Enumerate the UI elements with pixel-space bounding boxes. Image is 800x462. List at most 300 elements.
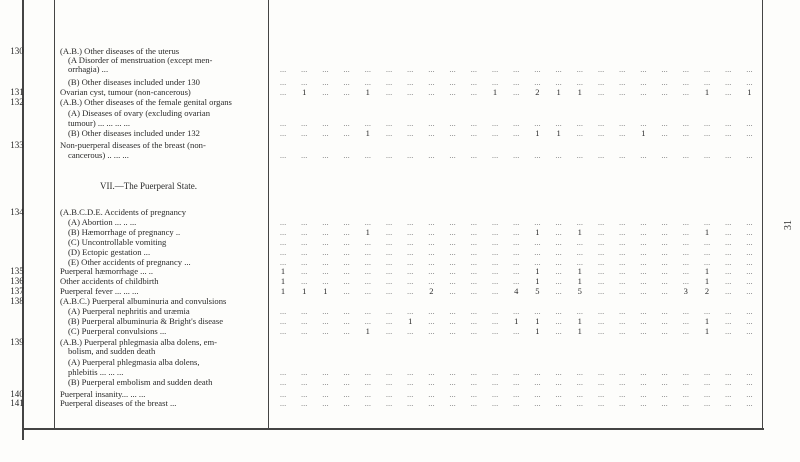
table-cell-empty: ... <box>470 64 477 74</box>
table-cell-empty: ... <box>703 377 711 387</box>
table-cell-empty: ... <box>703 398 711 408</box>
table-cell-value: 5 <box>577 286 582 296</box>
desc-column-divider <box>268 0 269 430</box>
table-cell-empty: ... <box>364 367 371 377</box>
table-cell-value: 1 <box>280 276 286 286</box>
left-border <box>22 0 24 440</box>
table-cell-empty: ... <box>343 286 350 296</box>
table-cell-value: 1 <box>577 227 582 237</box>
table-cell-empty: ... <box>428 237 435 247</box>
right-border <box>762 0 763 430</box>
table-cell-empty: ... <box>301 217 308 227</box>
table-cell-empty: ... <box>301 367 308 377</box>
table-cell-empty: ... <box>682 227 689 237</box>
bottom-border <box>22 428 764 430</box>
table-cell-empty: ... <box>301 227 308 237</box>
table-cell-empty: ... <box>619 77 626 87</box>
table-cell-empty: ... <box>534 64 541 74</box>
row-code: 133 <box>10 140 24 150</box>
table-cell-empty: ... <box>428 150 435 160</box>
row-description: (E) Other accidents of pregnancy ... <box>68 257 191 267</box>
table-cell-empty: ... <box>640 217 647 227</box>
table-cell-empty: ... <box>682 316 689 326</box>
table-cell-empty: ... <box>470 389 477 399</box>
table-cell-empty: ... <box>279 118 287 128</box>
table-cell-empty: ... <box>597 237 605 247</box>
table-cell-empty: ... <box>576 118 583 128</box>
table-cell-empty: ... <box>725 247 732 257</box>
table-cell-empty: ... <box>534 398 541 408</box>
table-cell-empty: ... <box>661 377 668 387</box>
table-cell-empty: ... <box>407 257 414 267</box>
table-cell-empty: ... <box>343 118 350 128</box>
table-cell-empty: ... <box>407 377 414 387</box>
table-cell-empty: ... <box>513 326 520 336</box>
table-cell-empty: ... <box>513 237 520 247</box>
table-cell-empty: ... <box>279 77 287 87</box>
code-column-divider <box>54 0 55 430</box>
table-cell-empty: ... <box>534 257 541 267</box>
table-cell-empty: ... <box>343 377 350 387</box>
table-cell-empty: ... <box>364 150 371 160</box>
table-cell-value: 1 <box>556 87 561 97</box>
table-cell-value: 1 <box>302 87 307 97</box>
table-cell-empty: ... <box>597 87 605 97</box>
table-cell-empty: ... <box>343 326 350 336</box>
table-cell-empty: ... <box>385 217 393 227</box>
table-cell-empty: ... <box>491 237 499 247</box>
table-cell-empty: ... <box>449 150 456 160</box>
table-cell-empty: ... <box>470 398 477 408</box>
table-cell-empty: ... <box>555 389 562 399</box>
table-cell-empty: ... <box>428 367 435 377</box>
table-cell-value: 1 <box>535 276 540 286</box>
table-cell-empty: ... <box>597 257 605 267</box>
table-cell-empty: ... <box>449 306 456 316</box>
table-cell-empty: ... <box>322 367 329 377</box>
table-cell-empty: ... <box>364 237 371 247</box>
table-cell-value: 1 <box>408 316 413 326</box>
table-cell-empty: ... <box>513 266 520 276</box>
table-cell-empty: ... <box>534 237 541 247</box>
table-cell-empty: ... <box>491 77 499 87</box>
table-cell-empty: ... <box>534 217 541 227</box>
table-cell-empty: ... <box>407 87 414 97</box>
table-cell-empty: ... <box>661 398 668 408</box>
table-cell-empty: ... <box>407 77 414 87</box>
table-cell-empty: ... <box>491 150 499 160</box>
table-cell-empty: ... <box>576 377 583 387</box>
table-cell-empty: ... <box>385 389 393 399</box>
table-cell-empty: ... <box>661 217 668 227</box>
table-cell-empty: ... <box>491 247 499 257</box>
table-cell-empty: ... <box>407 326 414 336</box>
table-cell-empty: ... <box>407 276 414 286</box>
table-cell-empty: ... <box>746 118 753 128</box>
table-cell-empty: ... <box>513 247 520 257</box>
table-cell-empty: ... <box>576 247 583 257</box>
table-cell-empty: ... <box>576 367 583 377</box>
table-cell-empty: ... <box>513 276 520 286</box>
table-cell-empty: ... <box>491 306 499 316</box>
table-cell-empty: ... <box>576 306 583 316</box>
table-cell-empty: ... <box>746 266 753 276</box>
table-cell-empty: ... <box>491 367 499 377</box>
table-cell-value: 2 <box>535 87 540 97</box>
table-cell-empty: ... <box>322 128 329 138</box>
table-cell-empty: ... <box>322 77 329 87</box>
table-cell-value: 1 <box>302 286 307 296</box>
table-cell-empty: ... <box>491 398 499 408</box>
table-cell-empty: ... <box>364 247 371 257</box>
table-cell-empty: ... <box>513 389 520 399</box>
table-cell-value: 1 <box>704 266 710 276</box>
table-cell-empty: ... <box>343 237 350 247</box>
table-cell-empty: ... <box>640 276 647 286</box>
table-cell-empty: ... <box>301 64 308 74</box>
table-cell-empty: ... <box>725 237 732 247</box>
table-cell-value: 1 <box>577 316 582 326</box>
table-cell-empty: ... <box>407 389 414 399</box>
table-cell-value: 1 <box>365 128 370 138</box>
table-cell-empty: ... <box>619 247 626 257</box>
table-cell-empty: ... <box>513 87 520 97</box>
table-cell-empty: ... <box>449 77 456 87</box>
row-code: 130 <box>10 46 24 56</box>
table-cell-empty: ... <box>619 276 626 286</box>
table-cell-empty: ... <box>279 398 287 408</box>
table-cell-empty: ... <box>301 326 308 336</box>
page-number: 31 <box>783 220 794 230</box>
table-cell-empty: ... <box>746 276 753 286</box>
table-cell-empty: ... <box>343 217 350 227</box>
table-cell-empty: ... <box>597 276 605 286</box>
table-cell-empty: ... <box>746 306 753 316</box>
table-cell-empty: ... <box>746 316 753 326</box>
table-cell-empty: ... <box>597 247 605 257</box>
table-cell-empty: ... <box>385 227 393 237</box>
table-cell-empty: ... <box>407 118 414 128</box>
table-cell-empty: ... <box>364 77 371 87</box>
table-cell-value: 1 <box>535 316 540 326</box>
table-cell-empty: ... <box>534 377 541 387</box>
table-cell-empty: ... <box>619 150 626 160</box>
table-cell-empty: ... <box>576 237 583 247</box>
table-cell-empty: ... <box>470 326 477 336</box>
table-cell-empty: ... <box>343 227 350 237</box>
table-cell-empty: ... <box>364 398 371 408</box>
table-cell-empty: ... <box>407 64 414 74</box>
table-cell-value: 1 <box>577 87 582 97</box>
row-code: 132 <box>10 97 24 107</box>
table-cell-empty: ... <box>513 77 520 87</box>
row-description: (A) Puerperal phlegmasia alba dolens, <box>68 357 200 367</box>
table-cell-value: 1 <box>704 276 710 286</box>
table-cell-empty: ... <box>513 118 520 128</box>
table-cell-empty: ... <box>640 150 647 160</box>
table-cell-empty: ... <box>428 276 435 286</box>
table-cell-empty: ... <box>301 276 308 286</box>
table-cell-empty: ... <box>513 217 520 227</box>
table-cell-empty: ... <box>555 118 562 128</box>
table-cell-empty: ... <box>279 64 287 74</box>
table-cell-empty: ... <box>619 367 626 377</box>
table-cell-empty: ... <box>555 257 562 267</box>
table-cell-empty: ... <box>661 367 668 377</box>
table-cell-value: 4 <box>514 286 519 296</box>
table-cell-empty: ... <box>470 87 477 97</box>
table-cell-empty: ... <box>555 150 562 160</box>
table-cell-empty: ... <box>725 77 732 87</box>
table-cell-empty: ... <box>661 247 668 257</box>
table-cell-empty: ... <box>534 367 541 377</box>
table-cell-empty: ... <box>640 118 647 128</box>
table-cell-value: 1 <box>535 128 540 138</box>
table-cell-empty: ... <box>640 326 647 336</box>
table-cell-empty: ... <box>746 237 753 247</box>
table-cell-value: 2 <box>704 286 710 296</box>
table-cell-empty: ... <box>449 276 456 286</box>
table-cell-empty: ... <box>725 286 732 296</box>
table-cell-empty: ... <box>343 87 350 97</box>
table-cell-empty: ... <box>640 367 647 377</box>
table-cell-empty: ... <box>555 266 562 276</box>
table-cell-empty: ... <box>428 227 435 237</box>
table-cell-empty: ... <box>555 398 562 408</box>
table-cell-empty: ... <box>428 64 435 74</box>
table-cell-empty: ... <box>491 326 499 336</box>
table-cell-empty: ... <box>746 377 753 387</box>
table-cell-empty: ... <box>343 276 350 286</box>
table-cell-empty: ... <box>343 64 350 74</box>
table-cell-empty: ... <box>682 150 689 160</box>
table-cell-empty: ... <box>725 306 732 316</box>
table-cell-empty: ... <box>746 227 753 237</box>
table-cell-empty: ... <box>640 306 647 316</box>
table-cell-empty: ... <box>682 326 689 336</box>
table-cell-empty: ... <box>322 87 329 97</box>
table-cell-empty: ... <box>343 257 350 267</box>
table-cell-empty: ... <box>597 389 605 399</box>
table-cell-empty: ... <box>364 118 371 128</box>
table-cell-empty: ... <box>619 237 626 247</box>
table-cell-empty: ... <box>343 150 350 160</box>
table-cell-empty: ... <box>385 367 393 377</box>
row-description: (A) Abortion ... .. ... <box>68 217 137 227</box>
table-cell-empty: ... <box>597 118 605 128</box>
row-description: Puerperal hæmorrhage ... .. <box>60 266 154 276</box>
row-description: cancerous) .. ... ... <box>68 150 129 160</box>
table-cell-value: 1 <box>323 286 328 296</box>
table-cell-empty: ... <box>322 276 329 286</box>
table-cell-empty: ... <box>364 257 371 267</box>
table-cell-empty: ... <box>407 286 414 296</box>
table-cell-empty: ... <box>746 247 753 257</box>
table-cell-empty: ... <box>385 276 393 286</box>
row-code: 139 <box>10 337 24 347</box>
row-description: (D) Ectopic gestation ... <box>68 247 151 257</box>
table-cell-empty: ... <box>364 276 371 286</box>
table-cell-empty: ... <box>661 266 668 276</box>
table-cell-empty: ... <box>385 398 393 408</box>
table-cell-empty: ... <box>470 77 477 87</box>
table-cell-empty: ... <box>343 389 350 399</box>
table-cell-empty: ... <box>301 398 308 408</box>
table-cell-empty: ... <box>555 227 562 237</box>
table-cell-value: 1 <box>514 316 519 326</box>
table-cell-value: 1 <box>577 326 582 336</box>
table-cell-value: 1 <box>535 266 540 276</box>
table-cell-empty: ... <box>640 377 647 387</box>
table-cell-empty: ... <box>322 150 329 160</box>
table-cell-empty: ... <box>597 217 605 227</box>
table-cell-value: 1 <box>704 87 710 97</box>
row-code: 131 <box>10 87 24 97</box>
table-cell-empty: ... <box>279 247 287 257</box>
table-cell-empty: ... <box>640 227 647 237</box>
table-cell-empty: ... <box>301 128 308 138</box>
table-cell-empty: ... <box>513 128 520 138</box>
table-cell-empty: ... <box>428 247 435 257</box>
table-cell-empty: ... <box>428 118 435 128</box>
table-cell-empty: ... <box>682 398 689 408</box>
row-description: Puerperal fever ... ... ... <box>60 286 139 296</box>
table-cell-empty: ... <box>725 266 732 276</box>
table-cell-empty: ... <box>725 389 732 399</box>
row-code: 137 <box>10 286 24 296</box>
table-cell-empty: ... <box>449 326 456 336</box>
table-cell-empty: ... <box>661 306 668 316</box>
table-cell-empty: ... <box>385 128 393 138</box>
table-cell-empty: ... <box>597 316 605 326</box>
table-cell-empty: ... <box>746 128 753 138</box>
table-cell-value: 1 <box>577 276 582 286</box>
table-cell-empty: ... <box>343 128 350 138</box>
row-description: (A) Puerperal nephritis and uræmia <box>68 306 190 316</box>
table-cell-value: 1 <box>280 266 286 276</box>
table-cell-empty: ... <box>385 77 393 87</box>
table-cell-empty: ... <box>534 150 541 160</box>
table-cell-empty: ... <box>491 118 499 128</box>
table-cell-empty: ... <box>682 217 689 227</box>
table-cell-empty: ... <box>428 326 435 336</box>
table-cell-empty: ... <box>449 316 456 326</box>
row-description: Other accidents of childbirth <box>60 276 159 286</box>
table-cell-empty: ... <box>322 227 329 237</box>
table-cell-empty: ... <box>343 316 350 326</box>
table-cell-empty: ... <box>534 247 541 257</box>
table-cell-empty: ... <box>279 257 287 267</box>
table-cell-empty: ... <box>343 266 350 276</box>
table-cell-empty: ... <box>513 367 520 377</box>
table-cell-empty: ... <box>661 118 668 128</box>
table-cell-empty: ... <box>343 247 350 257</box>
table-cell-empty: ... <box>534 306 541 316</box>
table-cell-empty: ... <box>364 286 371 296</box>
table-cell-empty: ... <box>725 227 732 237</box>
table-cell-empty: ... <box>428 389 435 399</box>
table-cell-empty: ... <box>470 316 477 326</box>
row-description: (C) Uncontrollable vomiting <box>68 237 167 247</box>
table-cell-empty: ... <box>513 150 520 160</box>
table-cell-empty: ... <box>597 326 605 336</box>
table-cell-empty: ... <box>703 77 711 87</box>
table-cell-empty: ... <box>449 118 456 128</box>
table-cell-empty: ... <box>301 247 308 257</box>
table-cell-empty: ... <box>513 257 520 267</box>
table-cell-empty: ... <box>470 118 477 128</box>
table-cell-value: 2 <box>429 286 434 296</box>
table-cell-empty: ... <box>640 77 647 87</box>
table-cell-empty: ... <box>703 389 711 399</box>
row-description: tumour) ... ... ... ... <box>68 118 131 128</box>
table-cell-empty: ... <box>301 237 308 247</box>
table-cell-empty: ... <box>746 217 753 227</box>
table-cell-empty: ... <box>491 316 499 326</box>
table-cell-empty: ... <box>449 286 456 296</box>
table-cell-empty: ... <box>682 247 689 257</box>
table-cell-empty: ... <box>725 377 732 387</box>
table-cell-empty: ... <box>385 118 393 128</box>
table-cell-empty: ... <box>555 377 562 387</box>
table-cell-empty: ... <box>407 398 414 408</box>
table-cell-empty: ... <box>449 266 456 276</box>
table-cell-empty: ... <box>640 316 647 326</box>
table-cell-empty: ... <box>491 257 499 267</box>
table-cell-empty: ... <box>449 257 456 267</box>
table-cell-empty: ... <box>301 389 308 399</box>
table-cell-empty: ... <box>682 266 689 276</box>
table-cell-empty: ... <box>619 128 626 138</box>
table-cell-empty: ... <box>491 389 499 399</box>
table-cell-empty: ... <box>407 306 414 316</box>
table-cell-empty: ... <box>322 398 329 408</box>
table-cell-empty: ... <box>343 398 350 408</box>
row-description: Non-puerperal diseases of the breast (non- <box>60 140 206 150</box>
table-cell-empty: ... <box>682 128 689 138</box>
table-cell-empty: ... <box>449 87 456 97</box>
table-cell-empty: ... <box>385 257 393 267</box>
table-cell-empty: ... <box>385 286 393 296</box>
table-cell-empty: ... <box>385 247 393 257</box>
table-cell-empty: ... <box>703 118 711 128</box>
table-cell-empty: ... <box>513 64 520 74</box>
table-cell-value: 1 <box>492 87 498 97</box>
table-cell-empty: ... <box>322 237 329 247</box>
table-cell-empty: ... <box>703 306 711 316</box>
table-cell-empty: ... <box>279 150 287 160</box>
table-cell-empty: ... <box>491 227 499 237</box>
table-cell-empty: ... <box>661 389 668 399</box>
table-cell-empty: ... <box>364 377 371 387</box>
table-cell-empty: ... <box>449 227 456 237</box>
table-cell-empty: ... <box>385 266 393 276</box>
table-cell-empty: ... <box>301 118 308 128</box>
table-cell-empty: ... <box>301 77 308 87</box>
table-cell-empty: ... <box>619 87 626 97</box>
table-cell-empty: ... <box>703 217 711 227</box>
table-cell-empty: ... <box>725 128 732 138</box>
row-description: (A.B.C.) Puerperal albuminuria and convulsions <box>60 296 227 306</box>
table-cell-empty: ... <box>640 286 647 296</box>
table-cell-empty: ... <box>703 247 711 257</box>
table-cell-empty: ... <box>725 217 732 227</box>
table-cell-empty: ... <box>385 150 393 160</box>
table-cell-empty: ... <box>385 237 393 247</box>
table-cell-empty: ... <box>640 257 647 267</box>
table-cell-value: 1 <box>280 286 286 296</box>
row-description: (A.B.C.D.E. Accidents of pregnancy <box>60 207 187 217</box>
